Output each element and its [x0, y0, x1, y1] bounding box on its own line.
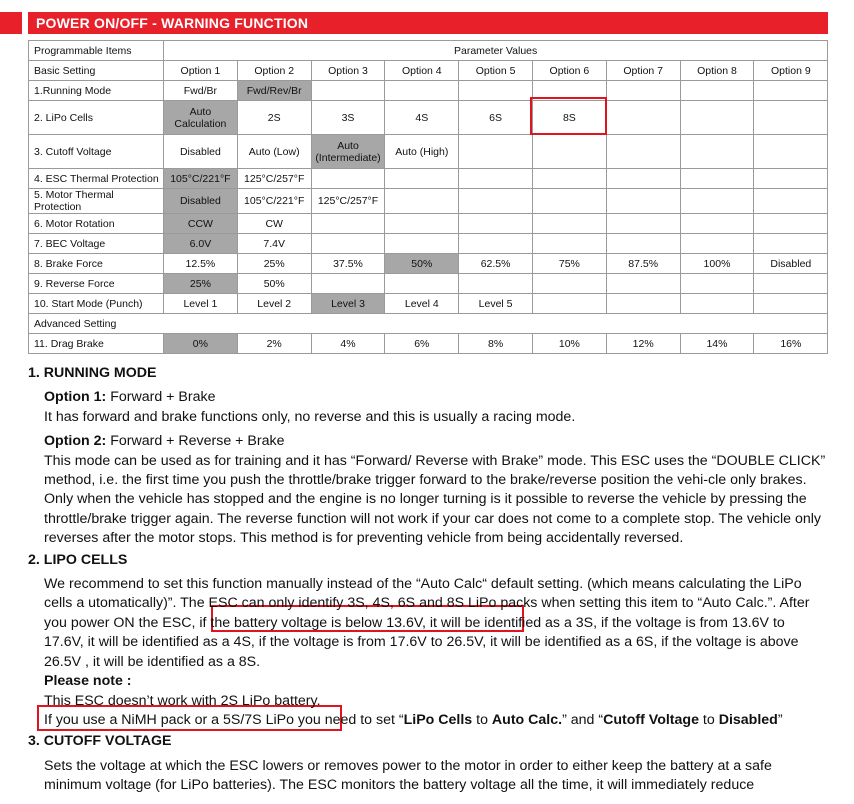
clipped-previous-line	[0, 0, 854, 6]
parameter-cell: Fwd/Br	[164, 81, 238, 101]
parameter-cell	[754, 234, 828, 254]
option-header-2: Option 2	[237, 61, 311, 81]
parameter-cell	[532, 169, 606, 189]
option2-label: Option 2:	[44, 433, 107, 450]
parameter-cell	[680, 234, 754, 254]
parameter-cell	[754, 294, 828, 314]
parameter-cell: 100%	[680, 254, 754, 274]
option2-line	[28, 432, 828, 451]
row-label: 7. BEC Voltage	[29, 234, 164, 254]
parameter-cell: Fwd/Rev/Br	[237, 81, 311, 101]
parameter-cell	[385, 274, 459, 294]
parameter-cell	[385, 81, 459, 101]
parameter-cell: Disabled	[164, 189, 238, 214]
parameter-cell	[311, 81, 385, 101]
parameter-cell: 12.5%	[164, 254, 238, 274]
parameter-cell	[532, 81, 606, 101]
parameter-cell	[385, 234, 459, 254]
table-row	[29, 254, 828, 274]
parameter-cell: 8S	[532, 101, 606, 135]
table-row	[29, 274, 828, 294]
parameter-cell	[680, 101, 754, 135]
parameter-cell	[606, 214, 680, 234]
parameter-cell	[754, 274, 828, 294]
parameter-cell	[532, 274, 606, 294]
parameter-cell	[459, 135, 533, 169]
parameter-cell: 2%	[237, 334, 311, 354]
no-2s-note: This ESC doesn’t work with 2S LiPo battery.	[44, 692, 321, 709]
parameter-cell: 87.5%	[606, 254, 680, 274]
parameter-cell	[606, 294, 680, 314]
advanced-setting-label: Advanced Setting	[29, 314, 828, 334]
parameter-cell: 105°C/221°F	[164, 169, 238, 189]
section-title: POWER ON/OFF - WARNING FUNCTION	[28, 12, 828, 34]
parameter-cell: 62.5%	[459, 254, 533, 274]
row-label: 1.Running Mode	[29, 81, 164, 101]
option1-description: It has forward and brake functions only, no reverse and this is usually a racing mode.	[44, 408, 576, 425]
row-label: 2. LiPo Cells	[29, 101, 164, 135]
parameter-cell	[754, 169, 828, 189]
parameter-cell: 37.5%	[311, 254, 385, 274]
parameter-cell: Level 2	[237, 294, 311, 314]
parameter-cell	[606, 135, 680, 169]
parameter-cell	[754, 135, 828, 169]
parameter-cell	[385, 189, 459, 214]
table-row	[29, 189, 828, 214]
row-label: 9. Reverse Force	[29, 274, 164, 294]
parameter-cell	[459, 234, 533, 254]
parameter-cell	[606, 169, 680, 189]
row-label: 10. Start Mode (Punch)	[29, 294, 164, 314]
parameter-cell: 0%	[164, 334, 238, 354]
option2-value: Forward + Reverse + Brake	[106, 433, 285, 450]
parameter-cell: Auto (Low)	[237, 135, 311, 169]
parameter-values-header: Parameter Values	[164, 41, 828, 61]
parameter-cell: 8%	[459, 334, 533, 354]
parameter-cell	[459, 81, 533, 101]
parameter-cell: 105°C/221°F	[237, 189, 311, 214]
parameter-cell	[311, 234, 385, 254]
parameter-cell	[311, 214, 385, 234]
option-header-9: Option 9	[754, 61, 828, 81]
parameter-cell	[532, 234, 606, 254]
advanced-setting-row	[29, 314, 828, 334]
parameter-cell: 25%	[164, 274, 238, 294]
parameter-cell	[680, 294, 754, 314]
nimh-instruction: If you use a NiMH pack or a 5S/7S LiPo you need to set “LiPo Cells to Auto Calc.” and “Cutoff Voltage to Disabled”	[44, 711, 783, 728]
parameter-cell: Level 1	[164, 294, 238, 314]
parameter-cell: Level 3	[311, 294, 385, 314]
parameter-cell	[532, 135, 606, 169]
parameter-cell	[459, 169, 533, 189]
cutoff-voltage-description: Sets the voltage at which the ESC lowers or removes power to the motor in order to either keep the battery at a safe minimum voltage (for LiPo batteries). The ESC monitors the battery voltage all the time, it will immediately reduce	[44, 757, 772, 794]
parameter-cell	[606, 101, 680, 135]
option2-description: This mode can be used as for training and it has “Forward/ Reverse with Brake” mode. This ESC uses the “DOUBLE CLICK” method, i.e. the first time you push the throttle/brake trigger forward to the brake/reverse position the vehi-cle only brakes. Only when the vehicle has stopped and the engine is no longer turning is it possible to reverse the vehicle by pressing the throttle/brake trigger again. The reverse function will not work if your car does not come to a complete stop. The vehicle only reverses after the motor stops. This method is for preventing vehicle from being accidentally reversed.	[44, 452, 826, 547]
option-header-7: Option 7	[606, 61, 680, 81]
option-header-4: Option 4	[385, 61, 459, 81]
parameter-cell: 125°C/257°F	[311, 189, 385, 214]
parameter-cell	[754, 81, 828, 101]
parameter-cell: 6S	[459, 101, 533, 135]
parameter-cell	[532, 294, 606, 314]
option1-line	[28, 388, 828, 407]
parameter-cell: CCW	[164, 214, 238, 234]
table-row	[29, 135, 828, 169]
parameter-cell	[680, 274, 754, 294]
option1-label: Option 1:	[44, 389, 107, 406]
parameter-cell	[754, 189, 828, 214]
parameter-cell: 25%	[237, 254, 311, 274]
parameter-cell	[606, 189, 680, 214]
parameter-cell	[680, 81, 754, 101]
parameter-cell: Auto (Intermediate)	[311, 135, 385, 169]
parameter-cell: 6%	[385, 334, 459, 354]
parameter-cell	[606, 81, 680, 101]
parameter-cell	[606, 274, 680, 294]
parameter-cell: 125°C/257°F	[237, 169, 311, 189]
parameter-cell: 12%	[606, 334, 680, 354]
parameter-table	[28, 40, 828, 354]
table-row	[29, 81, 828, 101]
parameter-cell	[532, 189, 606, 214]
parameter-cell: 50%	[385, 254, 459, 274]
cutoff-voltage-heading: 3. CUTOFF VOLTAGE	[28, 733, 172, 750]
parameter-cell	[532, 214, 606, 234]
row-label: 4. ESC Thermal Protection	[29, 169, 164, 189]
parameter-cell	[754, 101, 828, 135]
parameter-cell	[385, 214, 459, 234]
table-row	[29, 214, 828, 234]
parameter-cell: Disabled	[164, 135, 238, 169]
parameter-cell: Auto Calculation	[164, 101, 238, 135]
parameter-cell: 10%	[532, 334, 606, 354]
row-label: 6. Motor Rotation	[29, 214, 164, 234]
parameter-cell: CW	[237, 214, 311, 234]
row-label: 3. Cutoff Voltage	[29, 135, 164, 169]
option-header-3: Option 3	[311, 61, 385, 81]
parameter-cell: Level 5	[459, 294, 533, 314]
parameter-cell: 3S	[311, 101, 385, 135]
lipo-cells-heading: 2. LIPO CELLS	[28, 551, 128, 568]
parameter-cell: Auto (High)	[385, 135, 459, 169]
table-options-row	[29, 61, 828, 81]
table-row	[29, 234, 828, 254]
option-header-1: Option 1	[164, 61, 238, 81]
option1-value: Forward + Brake	[106, 389, 216, 406]
parameter-cell	[459, 274, 533, 294]
parameter-cell: 6.0V	[164, 234, 238, 254]
basic-setting-label: Basic Setting	[29, 61, 164, 81]
table-row	[29, 169, 828, 189]
table-header-row	[29, 41, 828, 61]
parameter-cell	[459, 189, 533, 214]
parameter-cell	[606, 234, 680, 254]
parameter-cell: 7.4V	[237, 234, 311, 254]
parameter-cell	[754, 214, 828, 234]
parameter-cell: 14%	[680, 334, 754, 354]
document-body	[28, 364, 828, 796]
parameter-cell	[311, 169, 385, 189]
parameter-cell: 4%	[311, 334, 385, 354]
section-bar-marker	[0, 12, 22, 34]
option-header-6: Option 6	[532, 61, 606, 81]
parameter-cell: 4S	[385, 101, 459, 135]
row-label: 5. Motor Thermal Protection	[29, 189, 164, 214]
table-row	[29, 294, 828, 314]
parameter-cell: 50%	[237, 274, 311, 294]
parameter-cell: Disabled	[754, 254, 828, 274]
parameter-cell	[680, 135, 754, 169]
parameter-cell: 75%	[532, 254, 606, 274]
table-row	[29, 101, 828, 135]
parameter-cell	[680, 189, 754, 214]
parameter-cell: 16%	[754, 334, 828, 354]
row-label: 8. Brake Force	[29, 254, 164, 274]
parameter-cell	[680, 169, 754, 189]
parameter-cell	[680, 214, 754, 234]
table-row	[29, 334, 828, 354]
option-header-8: Option 8	[680, 61, 754, 81]
lipo-cells-description: We recommend to set this function manually instead of the “Auto Calc“ default setting. (which means calculating the LiPo cells a utomatically)”. The ESC can only identify 3S, 4S, 6S and 8S LiPo packs when setting this item to “Auto Calc.”. After you power ON the ESC, if the battery voltage is below 13.6V, it will be identified as a 3S, if the voltage is from 13.6V to 17.6V, it will be identified as a 4S, if the voltage is from 17.6V to 26.5V, it will be identified as a 6S, if the voltage is above 26.5V , it will be identified as a 8S.	[44, 576, 810, 670]
programmable-items-header: Programmable Items	[29, 41, 164, 61]
parameter-cell: Level 4	[385, 294, 459, 314]
please-note-label: Please note :	[44, 673, 132, 690]
option-header-5: Option 5	[459, 61, 533, 81]
running-mode-heading: 1. RUNNING MODE	[28, 365, 157, 381]
parameter-cell	[459, 214, 533, 234]
parameter-cell: 2S	[237, 101, 311, 135]
parameter-cell	[311, 274, 385, 294]
parameter-cell	[385, 169, 459, 189]
row-label: 11. Drag Brake	[29, 334, 164, 354]
